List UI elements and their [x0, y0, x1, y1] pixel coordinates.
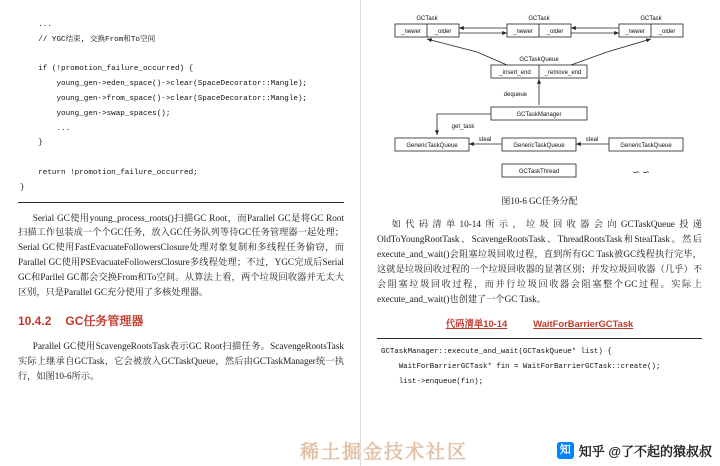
svg-text:GCTask: GCTask — [640, 16, 662, 22]
svg-text:_newer: _newer — [401, 29, 421, 35]
code-line: // YGC结束, 交换From和To空间 — [20, 35, 156, 44]
listing-name: WaitForBarrierGCTask — [533, 318, 634, 330]
svg-text:_older: _older — [434, 29, 452, 35]
svg-text:GCTask: GCTask — [416, 16, 438, 22]
code-line: } — [20, 139, 43, 148]
svg-text:GCTaskQueue: GCTaskQueue — [519, 57, 559, 63]
svg-text:GCTask: GCTask — [528, 16, 550, 22]
svg-text:_remove_end: _remove_end — [544, 70, 582, 76]
svg-text:_newer: _newer — [513, 29, 533, 35]
svg-text:_insert_end: _insert_end — [499, 70, 531, 76]
code-line: ... — [20, 124, 71, 133]
svg-text:_newer: _newer — [625, 29, 645, 35]
zhihu-logo-icon: 知 — [557, 442, 574, 459]
svg-text:∽ ∽: ∽ ∽ — [632, 167, 650, 177]
watermark — [557, 441, 712, 460]
figure-caption: 图10-6 GC任务分配 — [501, 196, 578, 206]
section-title: GC任务管理器 — [65, 314, 144, 328]
svg-text:GenericTaskQueue: GenericTaskQueue — [406, 143, 458, 149]
code-line: GCTaskManager::execute_and_wait(GCTaskQueue* list) { — [381, 348, 612, 357]
code-line: if (!promotion_failure_occurred) { — [20, 65, 194, 74]
right-column — [360, 0, 720, 466]
code-line: WaitForBarrierGCTask* fin = WaitForBarrierGCTask::create(); — [381, 363, 661, 372]
code-line: young_gen->from_space()->clear(SpaceDecorator::Mangle); — [20, 94, 308, 103]
section-heading — [18, 312, 344, 329]
svg-text:GCTaskThread: GCTaskThread — [518, 169, 560, 175]
figure-gc-task-allocation — [377, 12, 702, 192]
code-block-bottom — [377, 338, 702, 389]
svg-text:steal: steal — [585, 137, 599, 143]
svg-text:_older: _older — [658, 29, 676, 35]
code-line: ... — [20, 21, 52, 29]
svg-text:GenericTaskQueue: GenericTaskQueue — [620, 143, 672, 149]
svg-text:get_task: get_task — [451, 124, 475, 130]
code-line: return !promotion_failure_occurred; — [20, 168, 198, 177]
svg-text:GCTaskManager: GCTaskManager — [516, 112, 562, 118]
svg-text:GenericTaskQueue: GenericTaskQueue — [513, 143, 565, 149]
code-line: young_gen->swap_spaces(); — [20, 109, 171, 118]
svg-text:_older: _older — [546, 29, 564, 35]
figure-diagram — [377, 12, 701, 192]
code-block-top — [18, 8, 344, 203]
svg-text:steal: steal — [478, 137, 492, 143]
watermark-text: 知乎 @了不起的猿叔叔 — [578, 444, 712, 459]
paragraph: 如代码清单10-14所示，垃圾回收器会向GCTaskQueue投递OldToYoungRootTask、ScavengeRootsTask、ThreadRootsTask和StealTask。然后execute_and_wait()会阻塞垃圾回收过程，直到所有GC Task被GC线程执行完毕，这就是垃圾回收过程的一个垃圾回收器的显著区别；并发垃圾回收器（几乎）不会阻塞垃圾回收过程，而并行垃圾回收器会阻塞整个GC过程。实际上execute_and_wait()也创建了一个GC Task。 — [377, 219, 702, 304]
listing-title — [377, 316, 702, 330]
section-number: 10.4.2 — [18, 314, 52, 328]
paragraph: Parallel GC使用ScavengeRootsTask表示GC Root扫描任务。ScavengeRootsTask实际上继承自GCTask，它会被放入GCTaskQueue，然后由GCTaskManager统一执行，如图10-6所示。 — [18, 341, 344, 381]
svg-text:dequeue: dequeue — [503, 92, 527, 98]
code-line: list->enqueue(fin); — [381, 378, 484, 387]
listing-number: 代码清单10-14 — [445, 318, 508, 330]
paragraph: Serial GC使用young_process_roots()扫描GC Root，而Parallel GC是将GC Root扫描工作包装成一个个GC任务，放入GC任务队列等待GC任务管理器一起处理；Serial GC使用FastEvacuateFollowersClosure处理对象复制和多线程任务偷窃，而Parallel GC使用PSEvacuateFollowersClosure多线程处理；不过，YGC完成后Serial GC和Parllel GC都会交换From和To空间。从算法上看，两个垃圾回收器并无太大区别，只是Parallel GC充分使用了多核处理器。 — [18, 212, 344, 298]
code-line: } — [20, 183, 25, 192]
code-line: young_gen->eden_space()->clear(SpaceDecorator::Mangle); — [20, 80, 308, 89]
background-watermark-text: 稀土掘金技术社区 — [300, 442, 469, 463]
